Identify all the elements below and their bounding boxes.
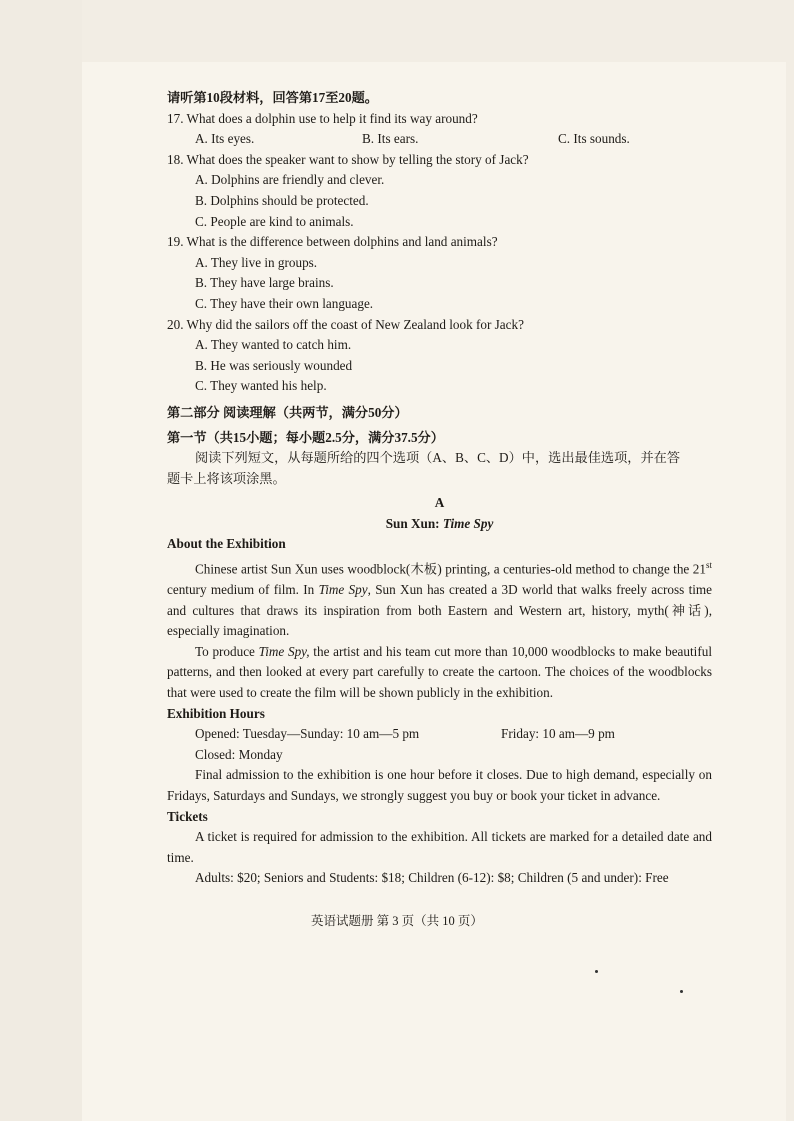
p1-italic: Time Spy (318, 582, 368, 598)
paragraph-1 (167, 555, 712, 642)
question-17-options (167, 129, 712, 150)
paragraph-5: Adults: $20; Seniors and Students: $18; Children (6-12): $8; Children (5 and under): Free (195, 870, 669, 886)
p2-text-b: the artist and his team cut more than 10,000 woodblocks to make beautiful patterns, and then looked at every part carefully to create the cartoon. The choices of the woodblocks that were used to create the film will be shown publicly in the exhibition. (167, 643, 712, 701)
hours-opened: Opened: Tuesday—Sunday: 10 am—5 pm (195, 726, 420, 742)
directions-line1: 阅读下列短文，从每题所给的四个选项（A、B、C、D）中，选出最佳选项，并在答 (195, 450, 681, 466)
option-b: B. Its ears. (362, 131, 419, 147)
scan-speck (595, 970, 598, 973)
p1-text-a: Chinese artist Sun Xun uses woodblock(木板) printing, a centuries-old method to change the 21 (195, 561, 706, 577)
option-a: A. They wanted to catch him. (195, 337, 352, 353)
page-content (167, 88, 712, 889)
option-c: C. They have their own language. (195, 295, 374, 311)
title-italic: Time Spy (442, 515, 494, 531)
option-c: C. Its sounds. (558, 131, 630, 147)
tickets-heading: Tickets (167, 808, 208, 824)
option-a: A. Its eyes. (195, 131, 255, 147)
option-c: C. They wanted his help. (195, 378, 327, 394)
paragraph-2 (167, 642, 712, 704)
p1-text-c: , Sun Xun has created a 3D world that walks freely across time and cultures that draws its inspiration from both Eastern and Western art, history, myth(神话), especially imagination. (167, 582, 713, 639)
question-19: 19. What is the difference between dolphins and land animals? (167, 234, 498, 250)
p2-text-a: To produce (195, 643, 259, 659)
about-heading: About the Exhibition (167, 536, 286, 552)
p1-text-b: century medium of film. In (167, 582, 319, 598)
hours-closed: Closed: Monday (195, 746, 283, 762)
hours-friday: Friday: 10 am—9 pm (501, 726, 615, 742)
question-20: 20. Why did the sailors off the coast of New Zealand look for Jack? (167, 316, 524, 332)
page-footer: 英语试题册 第 3 页（共 10 页） (311, 914, 483, 928)
option-b: B. He was seriously wounded (195, 357, 353, 373)
option-a: A. They live in groups. (195, 254, 318, 270)
title-main: Sun Xun: (385, 515, 443, 531)
scan-speck (680, 990, 683, 993)
question-18: 18. What does the speaker want to show by telling the story of Jack? (167, 151, 529, 167)
scan-margin (0, 0, 82, 1121)
paragraph-3: Final admission to the exhibition is one hour before it closes. Due to high demand, especially on Fridays, Saturdays and Sundays, we strongly suggest you buy or book your ticket in advance. (167, 767, 712, 803)
passage-label: A (434, 495, 445, 511)
paragraph-4: A ticket is required for admission to the exhibition. All tickets are marked for a detailed date and time. (167, 829, 712, 865)
p1-sup: st (705, 560, 712, 571)
option-a: A. Dolphins are friendly and clever. (195, 172, 385, 188)
option-b: B. They have large brains. (195, 275, 334, 291)
part2-heading: 第二部分 阅读理解（共两节，满分50分） (167, 404, 408, 420)
section1-heading: 第一节（共15小题；每小题2.5分，满分37.5分） (167, 429, 444, 445)
hours-row (167, 724, 712, 745)
question-17: 17. What does a dolphin use to help it find its way around? (167, 110, 478, 126)
p2-italic: Time Spy, (258, 643, 310, 659)
hours-heading: Exhibition Hours (167, 705, 265, 721)
listening-instruction: 请听第10段材料，回答第17至20题。 (167, 90, 378, 105)
option-c: C. People are kind to animals. (195, 213, 354, 229)
passage-title (167, 514, 712, 535)
directions-line2: 题卡上将该项涂黑。 (167, 470, 286, 486)
option-b: B. Dolphins should be protected. (195, 192, 369, 208)
